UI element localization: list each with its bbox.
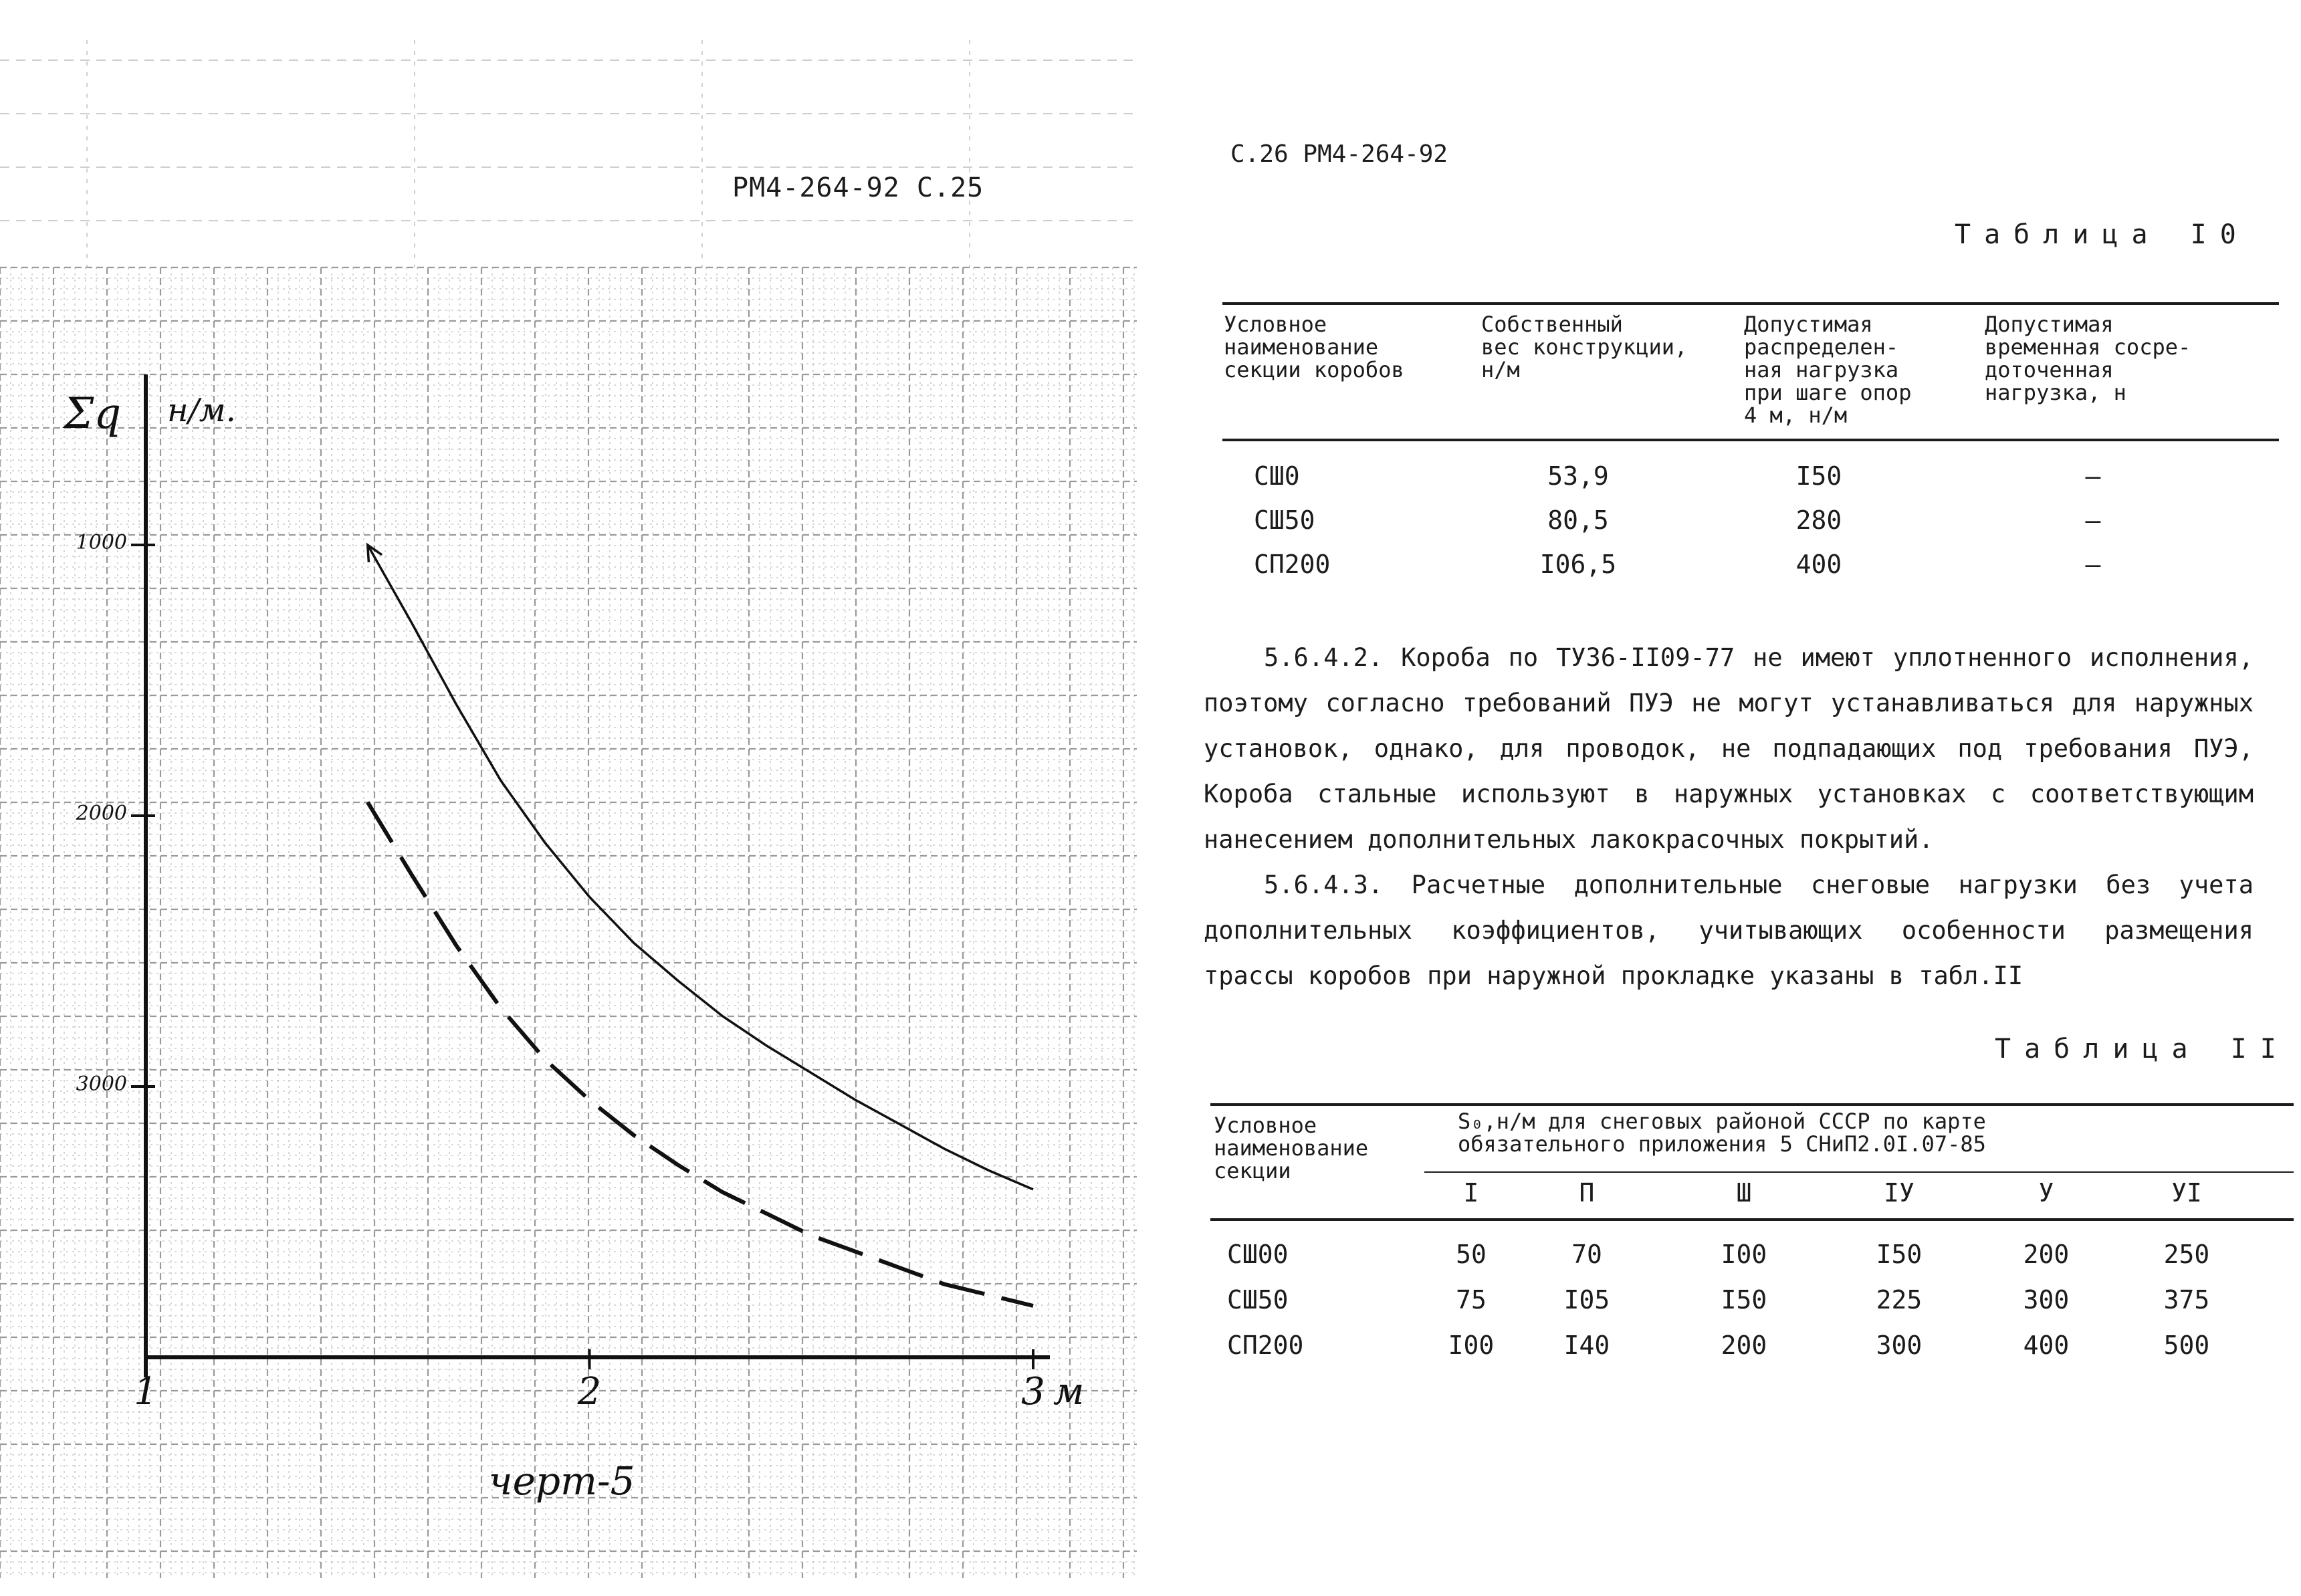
table-cell: 200 <box>1721 1331 1767 1360</box>
y-tick-label: 3000 <box>76 1072 127 1096</box>
table-cell: I50 <box>1795 461 1842 491</box>
table-cell: 80,5 <box>1547 505 1609 535</box>
table11-title: Таблица II <box>1995 1034 2290 1064</box>
paragraph-5-6-4-3 <box>1204 863 2254 999</box>
table10-header-concentrated-load: Допустимая временная сосре- доточенная нагрузка, н <box>1985 312 2191 405</box>
table-cell: 75 <box>1456 1285 1487 1315</box>
y-tick-label: 2000 <box>76 802 127 825</box>
table-cell: I00 <box>1448 1331 1495 1360</box>
table-cell: I00 <box>1721 1240 1767 1269</box>
left-page-graph <box>0 0 1137 1596</box>
paragraph-text: 5.6.4.3. Расчетные дополнительные снеговые нагрузки без учета дополнительных коэффициентов, учитывающих особенности размещения трассы коробов при наружной прокладке указаны в табл.II <box>1204 871 2254 990</box>
graph-paper-chart <box>0 0 1137 1596</box>
table-cell: 53,9 <box>1547 461 1609 491</box>
x-unit-label: м <box>1053 1370 1085 1413</box>
left-page-header: РМ4-264-92 С.25 <box>732 173 984 203</box>
table-cell: 200 <box>2023 1240 2070 1269</box>
region-header: У <box>2038 1178 2054 1208</box>
y-axis-label: Σq <box>64 389 122 439</box>
table10-header-rule <box>1222 439 2279 441</box>
table-cell: 280 <box>1795 505 1842 535</box>
table-cell: 375 <box>2163 1285 2210 1315</box>
y-tick-label: 1000 <box>76 531 127 554</box>
table-cell: 300 <box>1876 1331 1923 1360</box>
table-cell: I50 <box>1721 1285 1767 1315</box>
table-cell: СП200 <box>1227 1331 1304 1360</box>
table-cell: 300 <box>2023 1285 2070 1315</box>
table-cell: СШ50 <box>1227 1285 1289 1315</box>
table10-title: Таблица I0 <box>1955 219 2250 250</box>
paragraph-5-6-4-2 <box>1204 635 2254 863</box>
figure-caption: черт-5 <box>488 1458 635 1504</box>
table-cell: – <box>2085 461 2101 491</box>
table11-top-rule <box>1210 1103 2294 1106</box>
paragraph-text: 5.6.4.2. Короба по ТУ36-II09-77 не имеют уплотненного исполнения, поэтому согласно требований ПУЭ не могут устанавливаться для наружных установок, однако, для проводок, не подпадающих под требования ПУЭ, Короба стальные используют в наружных установках с соответствующим нанесением дополнительных лакокрасочных покрытий. <box>1204 643 2254 854</box>
region-header: I <box>1463 1178 1479 1208</box>
x-tick-label: 1 <box>134 1370 158 1413</box>
region-header: П <box>1579 1178 1595 1208</box>
table11-header-name: Условное наименование секции <box>1214 1113 1369 1183</box>
region-header: Ш <box>1736 1178 1752 1208</box>
table-cell: – <box>2085 550 2101 579</box>
table-cell: I05 <box>1563 1285 1610 1315</box>
table-cell: I40 <box>1563 1331 1610 1360</box>
graph-paper-grid <box>0 40 1137 1578</box>
table-cell: I50 <box>1876 1240 1923 1269</box>
table-cell: 400 <box>2023 1331 2070 1360</box>
region-header: УI <box>2171 1178 2202 1208</box>
y-unit-label: н/м. <box>167 392 236 429</box>
table-cell: 50 <box>1456 1240 1487 1269</box>
table-cell: 400 <box>1795 550 1842 579</box>
right-page-header: С.26 РМ4-264-92 <box>1230 140 1448 168</box>
table-cell: 250 <box>2163 1240 2210 1269</box>
table10-header-name: Условное наименование секции коробов <box>1224 312 1404 382</box>
chart-series <box>368 545 1033 1306</box>
chart-axes <box>131 374 1050 1377</box>
x-tick-label: 2 <box>577 1370 602 1413</box>
table10-header-weight: Собственный вес конструкции, н/м <box>1481 312 1688 382</box>
table-cell: СП200 <box>1254 550 1331 579</box>
table-cell: 225 <box>1876 1285 1923 1315</box>
table-cell: СШ0 <box>1254 461 1300 491</box>
table-cell: 500 <box>2163 1331 2210 1360</box>
table-cell: I06,5 <box>1539 550 1617 579</box>
table-cell: 70 <box>1571 1240 1602 1269</box>
x-tick-label: 3 <box>1021 1370 1045 1413</box>
table-cell: – <box>2085 505 2101 535</box>
table10-header-distributed-load: Допустимая распределен- ная нагрузка при шаге опор 4 м, н/м <box>1744 312 1912 428</box>
table10-top-rule <box>1222 302 2279 305</box>
table-cell: СШ50 <box>1254 505 1315 535</box>
table11-header-rule <box>1210 1218 2294 1221</box>
table11-header-group: S₀,н/м для снеговых районой СССР по карте обязательного приложения 5 СНиП2.0I.07-85 <box>1458 1109 1986 1157</box>
table11-subheader-rule <box>1424 1171 2294 1173</box>
table-cell: СШ00 <box>1227 1240 1289 1269</box>
region-header: IУ <box>1884 1178 1914 1208</box>
right-page-text <box>1137 0 2301 1596</box>
